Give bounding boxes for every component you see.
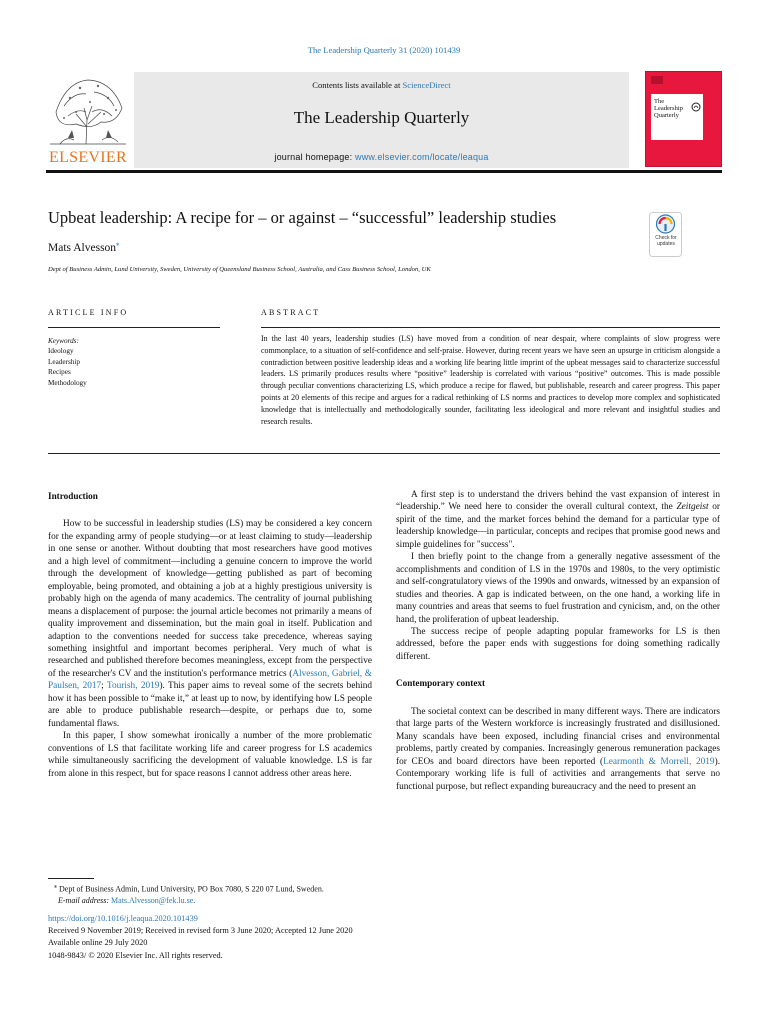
keyword-item: Ideology	[48, 347, 74, 356]
footnote-rule	[48, 878, 94, 879]
keywords-label: Keywords:	[48, 337, 79, 345]
keyword-item: Leadership	[48, 357, 80, 366]
elsevier-wordmark: ELSEVIER	[49, 149, 127, 166]
journal-homepage: journal homepage: www.elsevier.com/locate/leaqua	[274, 152, 489, 162]
journal-cover-thumbnail[interactable]	[645, 71, 722, 167]
abstract-end-rule	[48, 453, 720, 454]
reference-link[interactable]: Alvesson, Gabriel, & Paulsen, 2017	[48, 668, 372, 692]
abstract-rule	[261, 327, 720, 328]
keywords-block	[48, 336, 87, 388]
journal-title: The Leadership Quarterly	[293, 108, 470, 127]
reference-link[interactable]: Learmonth & Morrell, 2019	[603, 756, 715, 767]
keyword-item: Recipes	[48, 368, 71, 377]
author-name[interactable]: Mats Alvesson	[48, 241, 117, 254]
footnote-address: ⁎ Dept of Business Admin, Lund University, PO Box 7080, S 220 07 Lund, Sweden.	[54, 884, 324, 894]
reference-link[interactable]: Tourish, 2019	[106, 681, 160, 692]
paragraph: In this paper, I show somewhat ironically a number of the more problematic conventions of LS that facilitate working life and career progress for LS academics while simultaneously sacrificing the development of valuable knowledge. LS is far from alone in this respect, but for space reasons I cannot address other areas here.	[48, 731, 372, 779]
section-heading-introduction: Introduction	[48, 491, 98, 501]
contents-line: Contents lists available at ScienceDirect	[312, 80, 451, 90]
abstract-heading: ABSTRACT	[261, 308, 321, 317]
article-info-heading: ARTICLE INFO	[48, 308, 129, 317]
footnote-email: E-mail address: Mats.Alvesson@fek.lu.se.	[58, 895, 196, 905]
author-affiliation: Dept of Business Admin, Lund University, Sweden, University of Queensland Business School, Australia, and Cass Business School, London, UK	[48, 266, 431, 273]
sciencedirect-link[interactable]: ScienceDirect	[402, 80, 451, 90]
check-for-updates-label[interactable]: Check for updates	[655, 235, 677, 247]
doi-link[interactable]: https://doi.org/10.1016/j.leaqua.2020.101439	[48, 914, 198, 923]
header-rule	[46, 170, 722, 173]
keyword-item: Methodology	[48, 378, 87, 387]
cover-title: The Leadership Quarterly	[654, 98, 683, 119]
paragraph: A first step is to understand the drivers behind the vast expansion of interest in “leadership.” We need here to consider the overall cultural context, the Zeitgeist or spirit of the time, and the market forces behind the demand for a particular type of leadership knowledge—in particular, concepts and recipes that promise good news and simple guidelines for "success".	[396, 490, 720, 550]
author-line	[48, 240, 120, 254]
homepage-link[interactable]: www.elsevier.com/locate/leaqua	[355, 152, 489, 162]
author-footnote-mark[interactable]: ⁎	[116, 240, 120, 248]
body-column-left	[48, 490, 372, 780]
copyright-line: 1048-9843/ © 2020 Elsevier Inc. All rights reserved.	[48, 950, 223, 960]
cover-logo-mark	[651, 76, 663, 84]
article-info-rule	[48, 327, 220, 328]
cover-title-panel	[651, 94, 703, 140]
journal-header-band	[134, 72, 629, 168]
paragraph: I then briefly point to the change from a generally negative assessment of the accomplishments and condition of LS in the 1970s and 1980s, to the very optimistic and self-congratulatory views of the 1990s and onwards, witnessed by an expansion of studies and theories. A gap is indicated between, on the one hand, a working life in many countries and areas that seems to fuel frustration and cynicism, and, on the other hand, the proliferation of upbeat leadership.	[396, 552, 720, 625]
available-online: Available online 29 July 2020	[48, 938, 148, 948]
body-column-right	[396, 489, 720, 793]
author-footnote	[54, 882, 324, 906]
paragraph: How to be successful in leadership studies (LS) may be considered a key concern for the expanding army of people studying—or at least claiming to study—leadership in one sense or another. Without doubting that most researchers have good motives and a high level of commitment—including a genuine concern to improve the world through the development of knowledge—getting published as part of becoming employable, being promoted, and obtaining a job at a highly prestigious university is probably high on the agenda of many academics. The centrality of journal publishing means a displacement of purpose: the journal article becomes not primarily a means of quality improvement and dissemination, but the main goal in itself. Publication and adaption to the conventions needed for success take precedence, whereas saying something insightful and important becomes peripheral. Very much of what is researched and published therefore becomes meaningless, except from the perspective of the researcher's CV and the institution's performance metrics (Alvesson, Gabriel, & Paulsen, 2017; Tourish, 2019). This paper aims to reveal some of the secrets behind how it has been possible to “make it,” at least up to now, by identifying how LS people are able to produce publishable research—despite, or perhaps due to, some fundamental flaws.	[48, 519, 372, 729]
abstract-text: In the last 40 years, leadership studies (LS) have moved from a condition of near despair, where complaints of slow progress were commonplace, to a situation of self-confidence and self-praise. However, during recent years we have seen an upsurge in criticism alongside a contradiction between positive leadership ideas and a working life bearing little imprint of the upbeat messages said to characterize successful leaders. LS primarily produces results where “positive” leadership is correlated with various “positive” outcomes. This is made possible through peculiar conventions characterizing LS, which produce a recipe for flawed, but publishable, research and career progress. This paper points at 20 elements of this recipe and argues for a radical rethinking of LS norms and practices to develop more complex and sophisticated knowledge that is intellectually and methodologically sounder, facilitating less ideological and more relevant and insightful studies and research results.	[261, 334, 720, 426]
publication-info	[48, 913, 353, 962]
journal-citation[interactable]	[0, 45, 768, 55]
email-link[interactable]: Mats.Alvesson@fek.lu.se	[111, 895, 194, 905]
citation-link[interactable]: The Leadership Quarterly 31 (2020) 101439	[307, 45, 461, 55]
paragraph: The societal context can be described in many different ways. There are indicators that large parts of the Western workforce is increasingly frustrated and disillusioned. Many scandals have been exposed, including financial crises and environmental problems, partly created by companies. Increasingly generous remuneration packages for CEOs and board directors have been reported (Learmonth & Morrell, 2019). Contemporary working life is full of activities and arrangements that serve no functional purpose, but reflect expanding bureaucracy and the need to present an	[396, 706, 721, 792]
paragraph: The success recipe of people adapting popular frameworks for LS is then addressed, before the paper ends with suggestions for doing something radically different.	[396, 626, 720, 662]
received-dates: Received 9 November 2019; Received in revised form 3 June 2020; Accepted 12 June 2020	[48, 926, 353, 936]
cover-emblem-icon	[691, 102, 701, 112]
article-title: Upbeat leadership: A recipe for – or against – “successful” leadership studies	[48, 208, 557, 227]
section-heading-context: Contemporary context	[396, 678, 486, 689]
